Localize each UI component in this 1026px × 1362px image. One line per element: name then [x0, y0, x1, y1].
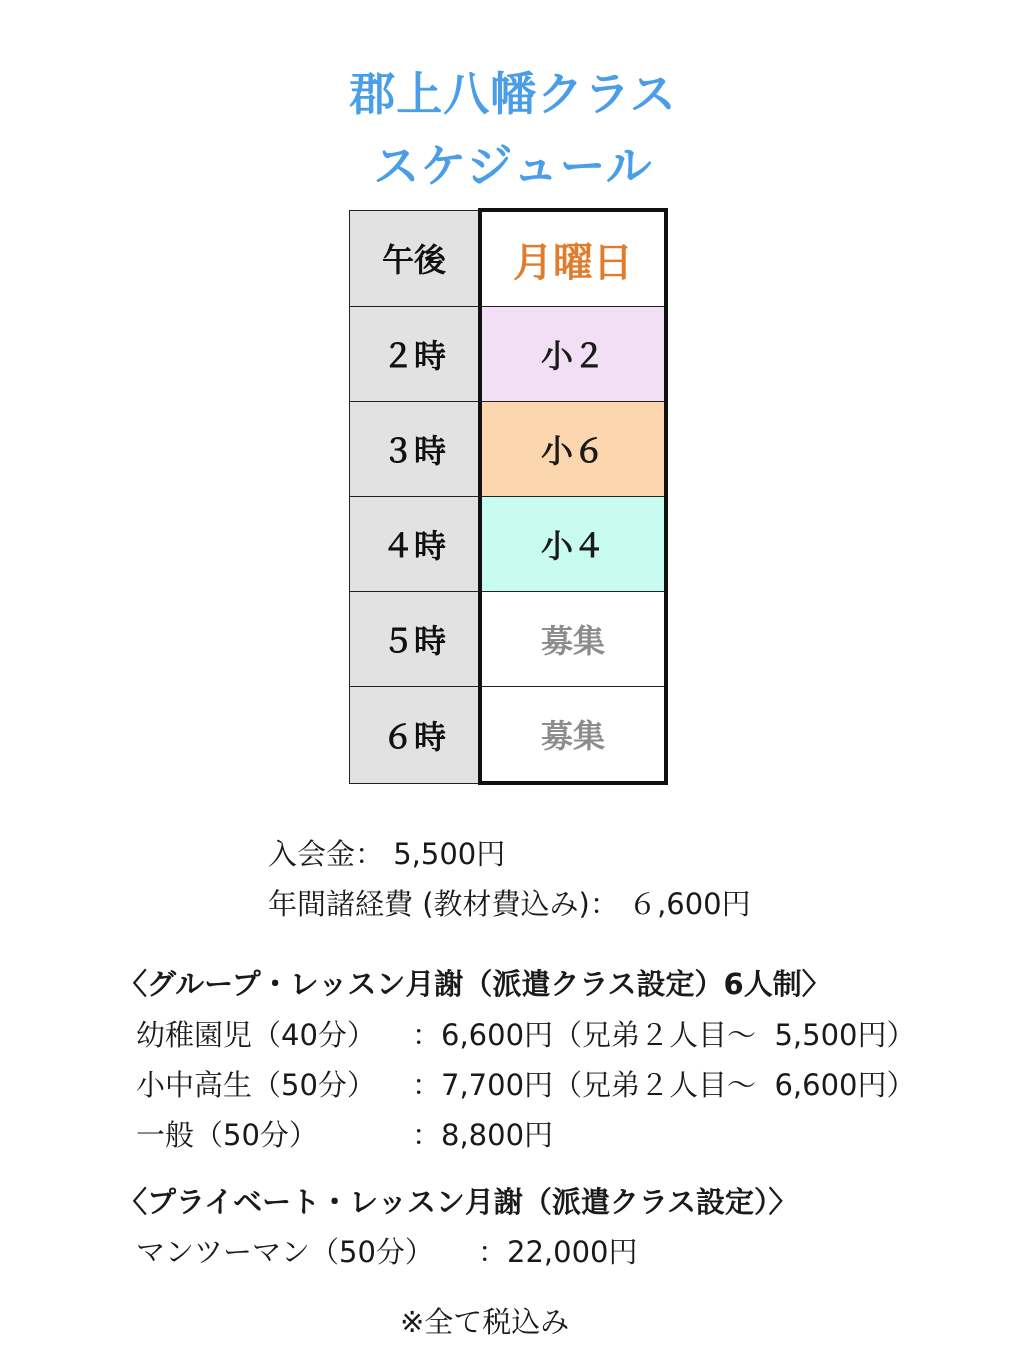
fee-price-students: ：7,700円（兄弟２人目～ 6,600円） — [412, 1068, 916, 1102]
fee-label-kindergarten: 幼稚園児（40分） — [136, 1018, 376, 1052]
schedule-row — [350, 592, 667, 687]
time-cell: ４時 — [350, 497, 481, 592]
fee-price-general: ：8,800円 — [412, 1118, 554, 1152]
page-title: 郡上八幡クラス — [349, 67, 677, 121]
class-cell: 小６ — [480, 402, 666, 497]
entry-fee: 入会金： 5,500円 — [268, 837, 506, 871]
fee-label-general: 一般（50分） — [136, 1118, 318, 1152]
class-cell-recruiting: 募集 — [480, 687, 666, 784]
schedule-header-row — [350, 210, 667, 307]
schedule-table — [349, 208, 668, 785]
fee-price-private: ：22,000円 — [478, 1235, 638, 1269]
group-lesson-heading: 〈グループ・レッスン月謝（派遣クラス設定）6人制〉 — [118, 967, 831, 1001]
class-cell: 小４ — [480, 497, 666, 592]
schedule-row — [350, 687, 667, 784]
fee-label-private: マンツーマン（50分） — [136, 1235, 434, 1269]
class-cell-recruiting: 募集 — [480, 592, 666, 687]
time-cell: ２時 — [350, 307, 481, 402]
class-cell: 小２ — [480, 307, 666, 402]
annual-fee: 年間諸経費 (教材費込み)： ６,600円 — [268, 887, 751, 921]
tax-note: ※全て税込み — [400, 1305, 570, 1339]
fee-label-students: 小中高生（50分） — [136, 1068, 376, 1102]
time-cell: ３時 — [350, 402, 481, 497]
schedule-row — [350, 402, 667, 497]
time-cell: ６時 — [350, 687, 481, 784]
page-subtitle: スケジュール — [373, 139, 653, 193]
fee-price-kindergarten: ：6,600円（兄弟２人目～ 5,500円） — [412, 1018, 916, 1052]
time-cell: ５時 — [350, 592, 481, 687]
time-header: 午後 — [350, 210, 481, 307]
day-header: 月曜日 — [480, 210, 666, 307]
private-lesson-heading: 〈プライベート・レッスン月謝（派遣クラス設定）〉 — [118, 1185, 798, 1219]
schedule-row — [350, 307, 667, 402]
schedule-row — [350, 497, 667, 592]
